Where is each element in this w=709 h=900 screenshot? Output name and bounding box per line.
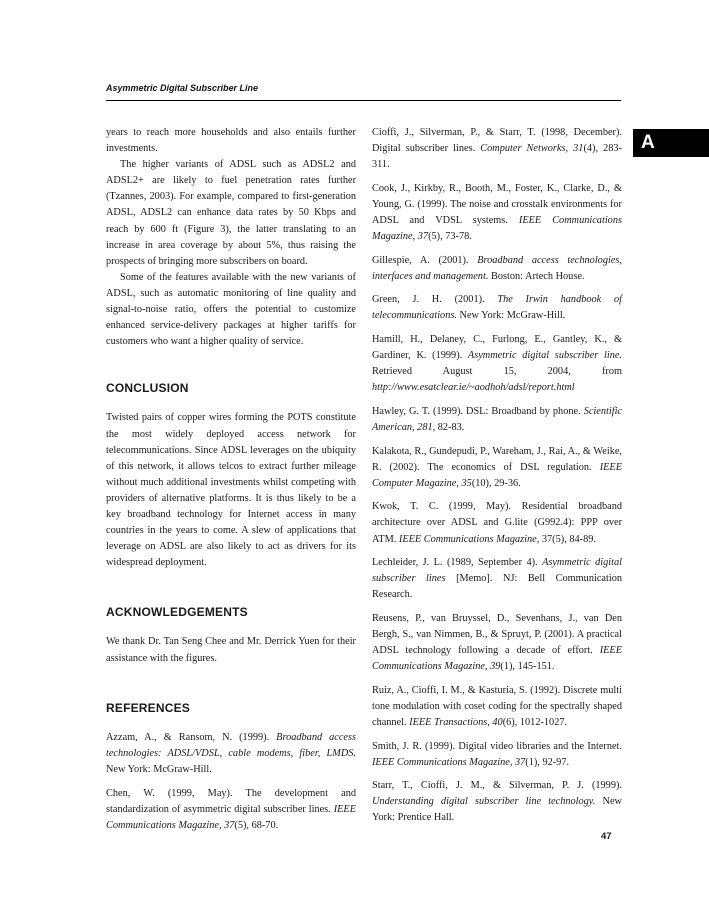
conclusion-heading: CONCLUSION — [106, 381, 189, 396]
ref-italic: Asymmetric digital subscriber line. — [467, 350, 622, 362]
ref-italic: Understanding digital subscriber line technology. — [372, 796, 596, 808]
reference-entry — [106, 730, 356, 778]
ref-text: Gillespie, A. (2001). — [372, 254, 478, 266]
ref-italic: Broadband access technologies: ADSL/VDSL, cable modems, fiber, LMDS. — [106, 731, 356, 759]
ref-italic: Broadband access technologies, interfaces and management. — [372, 254, 622, 282]
ref-text: Kwok, T. C. (1999, May). Residential broadband architecture over ADSL and G.lite (G992.4): PPP over ATM. — [372, 501, 622, 545]
ref-text: Hawley, G. T. (1999). DSL: Broadband by phone. — [372, 405, 584, 417]
reference-entry — [372, 778, 622, 826]
ref-text: 82-83. — [435, 422, 465, 433]
ref-text: Cook, J., Kirkby, R., Booth, M., Foster, K., Clarke, D., & Young, G. (1999). The noise and crosstalk environments for ADSL and VDSL systems. — [372, 182, 622, 226]
conclusion-paragraph: Twisted pairs of copper wires forming the POTS constitute the most widely deployed access network for telecommunications. Since ADSL leverages on the ubiquity of this network, it allows telcos to extract further mileage without much additional investments whilst competing with providers of alternative platforms. It is thus likely to be a key broadband technology for Internet access in many countries in the years to come. A slew of applications that leverage on ADSL are also likely to act as drivers for its widespread deployment. — [106, 412, 356, 569]
ref-text: 37(5), 84-89. — [539, 533, 596, 545]
ref-text: Hamill, H., Delaney, C., Furlong, E., Gantley, K., & Gardiner, K. (1999). — [372, 334, 622, 362]
ref-text: Retrieved August 15, 2004, from — [372, 366, 622, 378]
ref-text: Boston: Artech House. — [488, 270, 585, 282]
ref-italic: Computer Networks, 31 — [480, 143, 584, 155]
ref-text: New York: McGraw-Hill. — [456, 310, 566, 322]
ref-italic: IEEE Transactions, 40 — [409, 717, 503, 728]
ref-text: (4), 283-311. — [372, 143, 622, 171]
reference-entry — [372, 404, 622, 436]
page-number: 47 — [601, 831, 612, 842]
reference-entry — [372, 555, 622, 603]
body-paragraph: The higher variants of ADSL such as ADSL2 and ADSL2+ are likely to fuel penetration rates further (Tzannes, 2003). For example, compared to first-generation ADSL, ADSL2 can enhance data rates by 50 Kbps and reach by 600 ft (Figure 3), the latter translating to an increase in area coverage by about 5%, thus raising the prospects of bringing more subscribers on board. — [106, 159, 356, 267]
ref-text: (5), 68-70. — [234, 819, 279, 831]
ref-text: Smith, J. R. (1999). Digital video libraries and the Internet. — [372, 740, 622, 752]
section-tab: A — [633, 129, 709, 157]
reference-entry — [372, 739, 622, 771]
left-column — [106, 125, 356, 841]
reference-entry — [106, 786, 356, 834]
ref-italic: Scientific American, 281, — [372, 405, 622, 433]
ref-italic: Asymmetric digital subscriber lines — [372, 557, 622, 585]
ref-italic: IEEE Communications Magazine, — [398, 533, 540, 545]
acknowledgements-paragraph: We thank Dr. Tan Seng Chee and Mr. Derrick Yuen for their assistance with the figures. — [106, 636, 356, 664]
ref-text: (1), 145-151. — [500, 661, 555, 673]
ref-text: [Memo]. NJ: Bell Communication Research. — [372, 573, 622, 601]
header-rule — [106, 100, 621, 101]
ref-url[interactable]: http://www.esatclear.ie/~aodhoh/adsl/report.html — [372, 382, 575, 394]
ref-text: Chen, W. (1999, May). The development and standardization of asymmetric digital subscriber lines. — [106, 787, 356, 815]
reference-entry — [372, 444, 622, 492]
ref-italic: The Irwin handbook of telecommunications. — [372, 294, 622, 322]
reference-entry — [372, 499, 622, 547]
reference-entry — [372, 253, 622, 285]
ref-text: Lechleider, J. L. (1989, September 4). — [372, 557, 543, 569]
references-heading: REFERENCES — [106, 700, 191, 715]
ref-italic: IEEE Communications Magazine, 37 — [106, 803, 356, 831]
body-paragraph: years to reach more households and also entails further investments. — [106, 127, 356, 155]
ref-text: New York: McGraw-Hill. — [106, 763, 212, 775]
ref-text: Reusens, P., van Bruyssel, D., Sevenhans, J., van Den Bergh, S., van Nimmen, B., & Spruyt, P. (2001). A practical ADSL technology following a decade of effort. — [372, 612, 622, 657]
acknowledgements-heading: ACKNOWLEDGEMENTS — [106, 605, 248, 620]
ref-text: Green, J. H. (2001). — [372, 294, 498, 306]
running-head: Asymmetric Digital Subscriber Line — [106, 83, 259, 93]
reference-entry — [372, 181, 622, 245]
body-paragraph: Some of the features available with the new variants of ADSL, such as automatic monitoring of line quality and signal-to-noise ratio, offers the potential to customize enhanced service-delivery packages at higher tariffs for customers who want a higher quality of service. — [106, 271, 356, 348]
reference-entry — [372, 332, 622, 396]
ref-italic: IEEE Communications Magazine, 37 — [372, 214, 622, 243]
reference-entry — [372, 125, 622, 173]
ref-text: Cioffi, J., Silverman, P., & Starr, T. (1998, December). Digital subscriber lines. — [372, 127, 622, 155]
ref-text: New York: Prentice Hall. — [372, 796, 622, 824]
ref-italic: IEEE Communications Magazine, 39 — [372, 645, 622, 673]
ref-italic: IEEE Computer Magazine, 35 — [372, 461, 622, 489]
ref-text: (5), 73-78. — [428, 231, 472, 243]
ref-text: (10), 29-36. — [471, 477, 521, 489]
reference-entry — [372, 611, 622, 675]
right-column — [372, 125, 622, 834]
ref-text: Ruiz, A., Cioffi, I. M., & Kasturia, S. (1992). Discrete multi tone modulation with coset coding for the spectrally shaped channel. — [372, 684, 622, 728]
ref-text: Starr, T., Cioffi, J. M., & Silverman, P. J. (1999). — [372, 780, 622, 792]
ref-text: Kalakota, R., Gundepudi, P., Wareham, J., Rai, A., & Weike, R. (2002). The economics of DSL regulation. — [372, 445, 622, 473]
ref-italic: IEEE Communications Magazine, 37 — [372, 756, 526, 768]
ref-text: Azzam, A., & Ransom, N. (1999). — [106, 731, 277, 743]
reference-entry — [372, 683, 622, 731]
ref-text: (6), 1012-1027. — [502, 717, 568, 728]
reference-entry — [372, 292, 622, 324]
ref-text: (1), 92-97. — [525, 756, 570, 768]
